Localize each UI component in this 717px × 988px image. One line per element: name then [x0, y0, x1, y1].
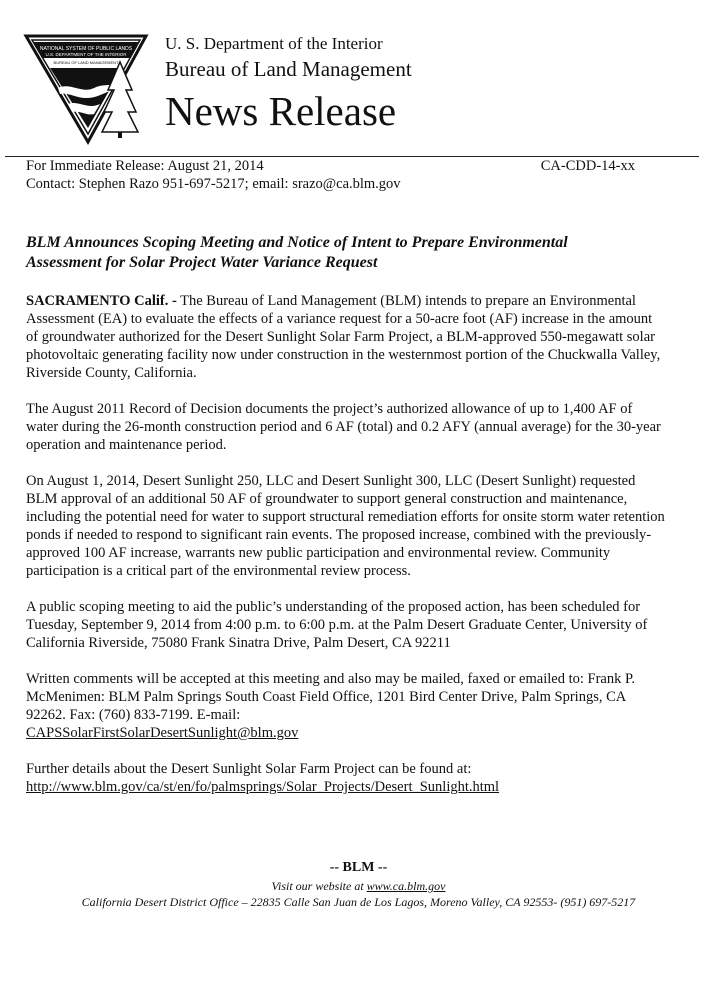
- release-date: For Immediate Release: August 21, 2014: [26, 158, 264, 174]
- footer-mark: -- BLM --: [329, 860, 388, 875]
- contact-email[interactable]: srazo@ca.blm.gov: [292, 176, 401, 192]
- svg-text:BUREAU OF LAND MANAGEMENT: BUREAU OF LAND MANAGEMENT: [53, 60, 119, 65]
- footer-website: [0, 878, 717, 894]
- headline-line-2: Assessment for Solar Project Water Variance Request: [26, 254, 378, 271]
- footer-office-address: California Desert District Office – 22835 Calle San Juan de Los Lagos, Moreno Valley, CA 92553- (951) 697-5217: [81, 895, 636, 909]
- paragraph-meeting: A public scoping meeting to aid the public’s understanding of the proposed action, has been scheduled for Tuesday, September 9, 2014 from 4:00 p.m. to 6:00 p.m. at the Palm Desert Graduate Center, University of California Riverside, 75080 Frank Sinatra Drive, Palm Desert, CA 92211: [26, 599, 648, 651]
- website-link[interactable]: www.ca.blm.gov: [366, 879, 446, 893]
- blm-logo: [22, 28, 150, 146]
- bureau-name: Bureau of Land Management: [165, 57, 412, 81]
- footer-website-label: Visit our website at: [271, 879, 367, 893]
- svg-text:NATIONAL SYSTEM OF PUBLIC LAND: NATIONAL SYSTEM OF PUBLIC LANDS: [39, 46, 133, 52]
- headline-line-1: BLM Announces Scoping Meeting and Notice of Intent to Prepare Environmental: [26, 234, 568, 251]
- paragraph-details: [26, 760, 666, 796]
- paragraph-details-text: Further details about the Desert Sunlight Solar Farm Project can be found at:: [26, 761, 472, 777]
- document-id: CA-CDD-14-xx: [540, 158, 635, 174]
- svg-text:U.S. DEPARTMENT OF THE INTERIO: U.S. DEPARTMENT OF THE INTERIOR: [45, 52, 127, 57]
- paragraph-comments-text: Written comments will be accepted at this meeting and also may be mailed, faxed or emailed to: Frank P. McMenimen: BLM Palm Springs South Coast Field Office, 1201 Bird Center Drive, Palm Springs, CA 92262. Fax: (760) 833-7199. E-mail:: [26, 671, 636, 723]
- paragraph-intro-text: The Bureau of Land Management (BLM) intends to prepare an Environmental Assessment (EA) to evaluate the effects of a variance request for a 50-acre foot (AF) increase in the amount of groundwater authorized for the Desert Sunlight Solar Farm Project, a BLM-approved 550-megawatt solar photovoltaic generating facility now under construction in the westernmost portion of the Chuckwalla Valley, Riverside County, California.: [26, 293, 661, 381]
- paragraph-request: On August 1, 2014, Desert Sunlight 250, LLC and Desert Sunlight 300, LLC (Desert Sunlight) requested BLM approval of an additional 50 AF of groundwater to support general construction and maintenance, including the potential need for water to support structural remediation efforts for onsite storm water retention ponds if needed to respond to significant rain events. The proposed increase, combined with the previously-approved 100 AF increase, warrants new public participation and environmental review. Community participation is a critical part of the environmental review process.: [26, 473, 665, 579]
- agency-name: U. S. Department of the Interior: [165, 34, 383, 53]
- paragraph-comments: [26, 670, 666, 742]
- page-title: News Release: [165, 88, 397, 134]
- headline: [26, 233, 696, 273]
- blm-shield-icon: [22, 28, 150, 146]
- paragraph-intro: [26, 292, 666, 382]
- contact-info: [26, 175, 401, 193]
- dateline: SACRAMENTO Calif. -: [26, 293, 177, 309]
- comments-email-link[interactable]: CAPSSolarFirstSolarDesertSunlight@blm.gov: [26, 725, 299, 741]
- project-details-link[interactable]: http://www.blm.gov/ca/st/en/fo/palmsprings/Solar_Projects/Desert_Sunlight.html: [26, 779, 500, 795]
- contact-label: Contact: Stephen Razo 951-697-5217; email:: [26, 176, 293, 192]
- article-body: [26, 292, 666, 814]
- paragraph-record-of-decision: The August 2011 Record of Decision documents the project’s authorized allowance of up to 1,400 AF of water during the 26-month construction period and 6 AF (total) and 0.2 AFY (annual average) for the 30-year operation and maintenance period.: [26, 401, 661, 453]
